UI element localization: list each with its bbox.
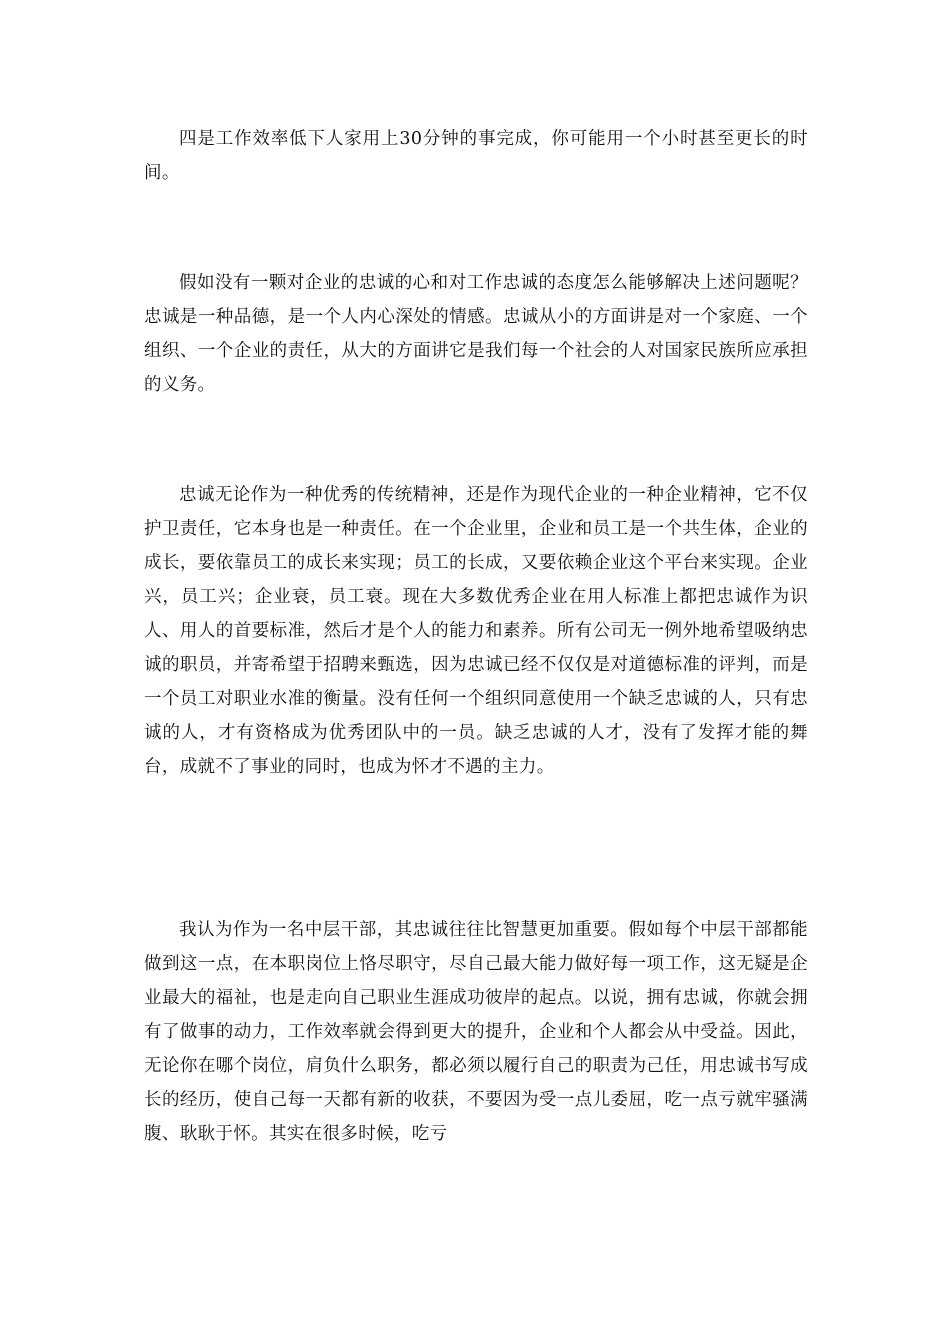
paragraph-work-efficiency: 四是工作效率低下人家用上30分钟的事完成，你可能用一个小时甚至更长的时间。 xyxy=(144,129,808,183)
paragraph-middle-manager: 我认为作为一名中层干部，其忠诚往往比智慧更加重要。假如每个中层干部都能做到这一点，在本职岗位上恪尽职守，尽自己最大能力做好每一项工作，这无疑是企业最大的福祉，也是走向自己职业生涯成功彼岸的起点。以说，拥有忠诚，你就会拥有了做事的动力，工作效率就会得到更大的提升，企业和个人都会从中受益。因此，无论你在哪个岗位，肩负什么职务，都必须以履行自己的职责为己任，用忠诚书写成长的经历，使自己每一天都有新的收获，不要因为受一点儿委屈，吃一点亏就牢骚满腹、耿耿于怀。其实在很多时候，吃亏 xyxy=(144,920,808,1144)
paragraph-loyalty-enterprise: 忠诚无论作为一种优秀的传统精神，还是作为现代企业的一种企业精神，它不仅护卫责任，它本身也是一种责任。在一个企业里，企业和员工是一个共生体，企业的成长，要依靠员工的成长来实现；员工的长成，又要依赖企业这个平台来实现。企业兴，员工兴；企业衰，员工衰。现在大多数优秀企业在用人标准上都把忠诚作为识人、用人的首要标准，然后才是个人的能力和素养。所有公司无一例外地希望吸纳忠诚的职员，并寄希望于招聘来甄选，因为忠诚已经不仅仅是对道德标准的评判，而是一个员工对职业水准的衡量。没有任何一个组织同意使用一个缺乏忠诚的人，只有忠诚的人，才有资格成为优秀团队中的一员。缺乏忠诚的人才，没有了发挥才能的舞台，成就不了事业的同时，也成为怀才不遇的主力。 xyxy=(144,485,808,777)
paragraph-loyalty-definition: 假如没有一颗对企业的忠诚的心和对工作忠诚的态度怎么能够解决上述问题呢？忠诚是一种品德，是一个人内心深处的情感。忠诚从小的方面讲是对一个家庭、一个组织、一个企业的责任，从大的方面讲它是我们每一个社会的人对国家民族所应承担的义务。 xyxy=(144,273,808,395)
